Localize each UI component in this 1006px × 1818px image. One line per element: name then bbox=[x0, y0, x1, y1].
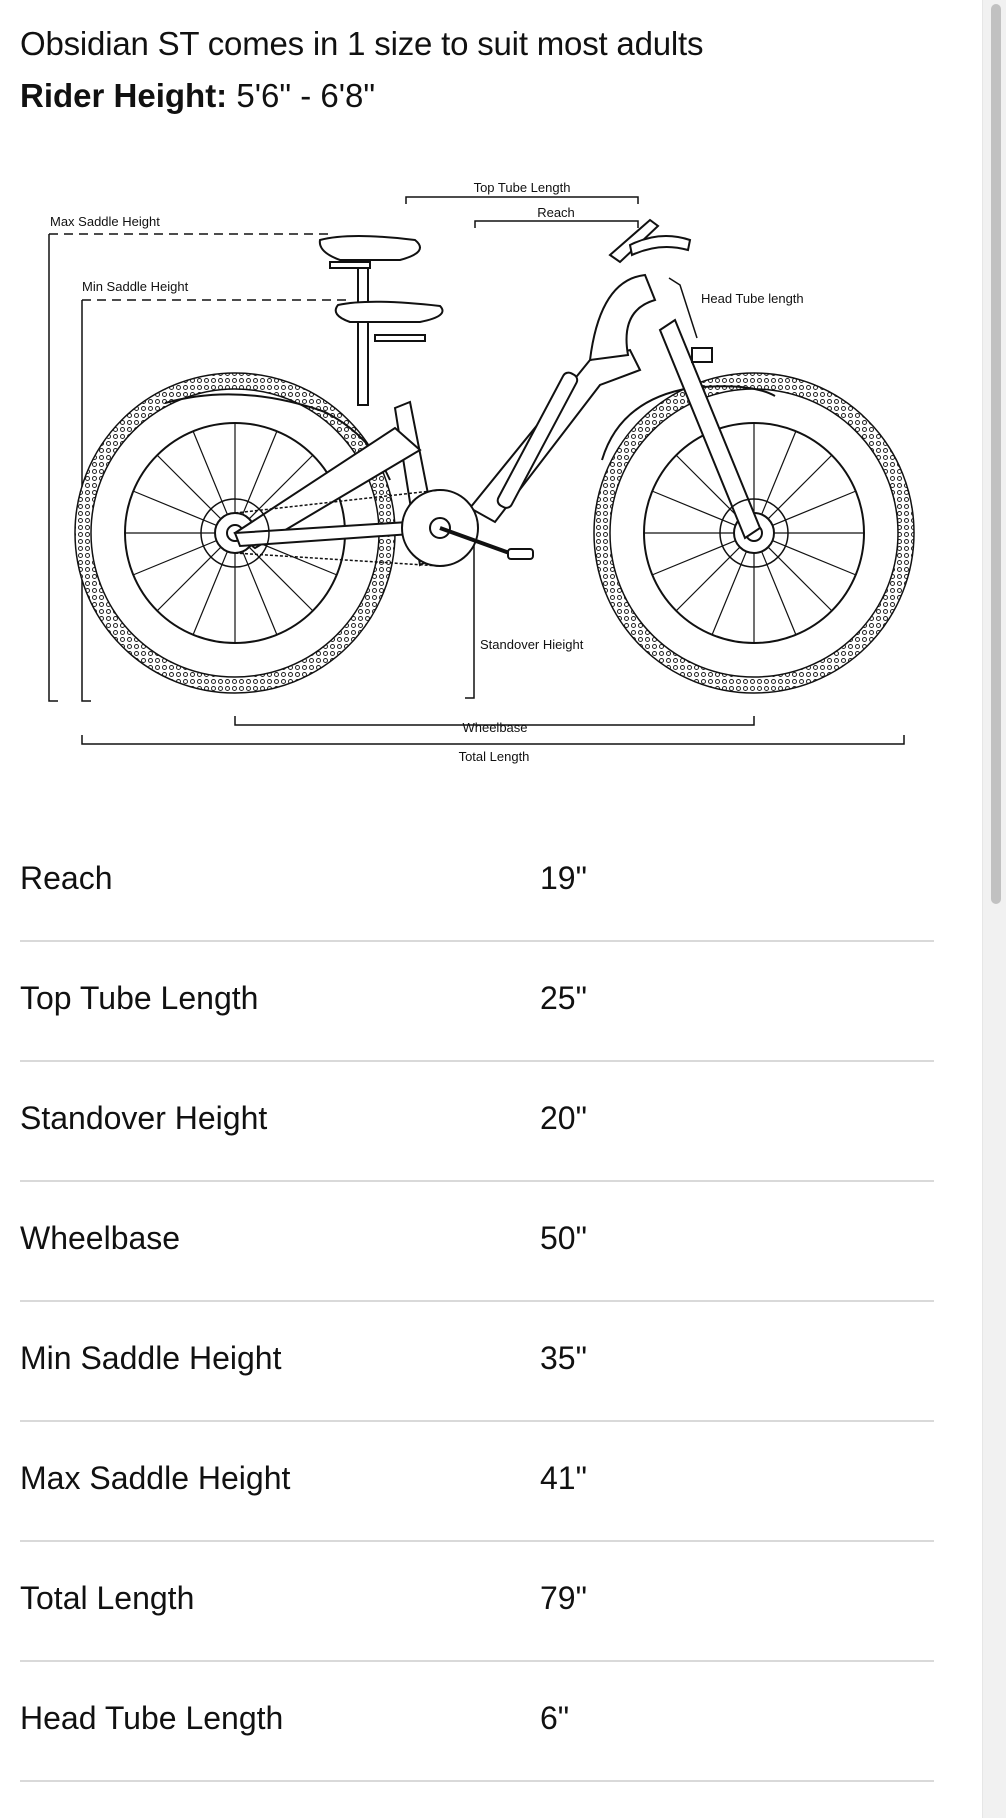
geometry-spec-table bbox=[20, 822, 934, 1782]
spec-value: 25" bbox=[540, 980, 587, 1016]
spec-value: 20" bbox=[540, 1100, 587, 1136]
spec-row-wheelbase bbox=[20, 1182, 934, 1302]
rider-height-label: Rider Height: bbox=[20, 77, 228, 114]
label-reach: Reach bbox=[537, 205, 575, 220]
spec-label: Head Tube Length bbox=[20, 1700, 284, 1736]
page-title: Obsidian ST comes in 1 size to suit most adults bbox=[20, 25, 704, 62]
bike-frame bbox=[235, 275, 760, 566]
spec-label: Total Length bbox=[20, 1580, 195, 1616]
spec-label: Min Saddle Height bbox=[20, 1340, 282, 1376]
label-min-saddle-height: Min Saddle Height bbox=[82, 279, 189, 294]
spec-row-min-saddle-height bbox=[20, 1302, 934, 1422]
spec-value: 19" bbox=[540, 860, 587, 896]
label-max-saddle-height: Max Saddle Height bbox=[50, 214, 160, 229]
spec-label: Standover Height bbox=[20, 1100, 268, 1136]
spec-row-head-tube-length bbox=[20, 1662, 934, 1782]
scrollbar-thumb[interactable] bbox=[991, 4, 1001, 904]
label-standover-height: Standover Hieight bbox=[480, 637, 584, 652]
spec-label: Wheelbase bbox=[20, 1220, 181, 1256]
spec-row-max-saddle-height bbox=[20, 1422, 934, 1542]
spec-value: 6" bbox=[540, 1700, 570, 1736]
label-total-length: Total Length bbox=[458, 749, 530, 764]
spec-label: Top Tube Length bbox=[20, 980, 259, 1016]
spec-label: Max Saddle Height bbox=[20, 1460, 291, 1496]
page-scrollbar[interactable] bbox=[982, 0, 1006, 1818]
spec-row-top-tube-length bbox=[20, 942, 934, 1062]
label-wheelbase: Wheelbase bbox=[462, 720, 528, 735]
spec-value: 41" bbox=[540, 1460, 587, 1496]
spec-value: 35" bbox=[540, 1340, 587, 1376]
rider-height bbox=[20, 72, 375, 120]
rider-height-value: 5'6" - 6'8" bbox=[236, 77, 376, 114]
spec-value: 50" bbox=[540, 1220, 587, 1256]
saddles bbox=[320, 236, 443, 405]
label-head-tube-length: Head Tube length bbox=[701, 291, 804, 306]
label-top-tube-length: Top Tube Length bbox=[473, 180, 571, 195]
spec-value: 79" bbox=[540, 1580, 587, 1616]
spec-row-reach bbox=[20, 822, 934, 942]
bike-geometry-diagram bbox=[0, 160, 988, 780]
spec-label: Reach bbox=[20, 860, 113, 896]
spec-row-standover-height bbox=[20, 1062, 934, 1182]
spec-row-total-length bbox=[20, 1542, 934, 1662]
